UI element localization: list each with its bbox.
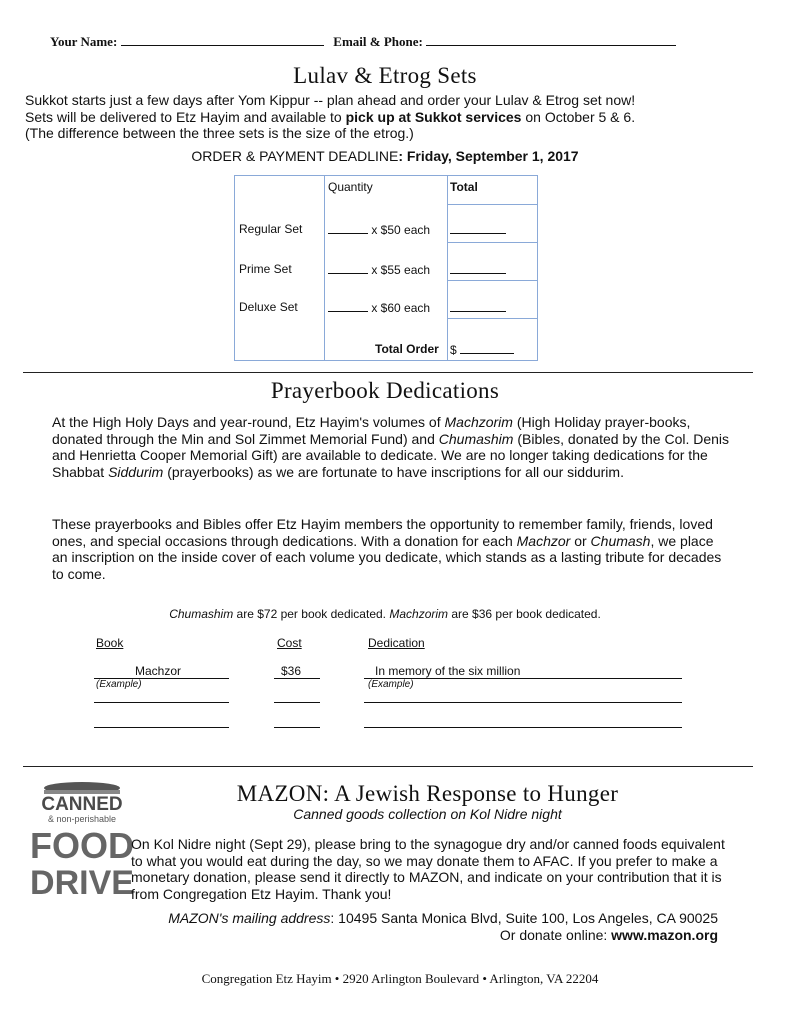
prime-set-label: Prime Set <box>239 262 292 276</box>
mailing-label: MAZON's mailing address <box>168 910 331 926</box>
mazon-title: MAZON: A Jewish Response to Hunger <box>236 781 619 806</box>
can-text-drive: DRIVE <box>30 864 134 902</box>
prayerbook-paragraph-1: At the High Holy Days and year-round, Etz Hayim's volumes of Machzorim (High Holiday prayer-books, donated through the Min and Sol Zimmet Memorial Fund) and Chumashim (Bibles, donated by the Col. Denis and Henrietta Cooper Memorial Gift) are available to dedicate. We are no longer taking dedications for the Shabbat Siddurim (prayerbooks) as we are fortunate to have inscriptions for all our siddurim. <box>52 414 730 480</box>
deadline-date: : Friday, September 1, 2017 <box>398 148 579 164</box>
canned-food-drive-logo <box>30 780 134 905</box>
prime-total-field[interactable] <box>450 262 506 274</box>
name-label: Your Name: <box>50 34 118 49</box>
example-cost: $36 <box>281 664 302 678</box>
example-label-dedication: (Example) <box>368 679 414 690</box>
prime-quantity: x $55 each <box>328 262 430 277</box>
quantity-header: Quantity <box>328 180 373 194</box>
book-column-header: Book <box>96 636 124 650</box>
dedication-price-note: Chumashim are $72 per book dedicated. Machzorim are $36 per book dedicated. <box>169 607 601 621</box>
book-field[interactable] <box>94 702 229 703</box>
mazon-mailing-address: MAZON's mailing address: 10495 Santa Monica Blvd, Suite 100, Los Angeles, CA 90025 <box>168 910 718 926</box>
deluxe-total-field[interactable] <box>450 300 506 312</box>
deluxe-quantity: x $60 each <box>328 300 430 315</box>
email-phone-field[interactable] <box>426 35 676 46</box>
example-label-book: (Example) <box>96 679 142 690</box>
lulav-intro <box>25 92 745 142</box>
total-order: $ <box>450 342 514 357</box>
regular-quantity-field[interactable] <box>328 222 368 234</box>
email-phone-label: Email & Phone: <box>333 34 423 49</box>
regular-quantity: x $50 each <box>328 222 430 237</box>
total-order-label: Total Order <box>375 342 439 356</box>
mazon-online: Or donate online: www.mazon.org <box>499 927 718 943</box>
mazon-link[interactable]: www.mazon.org <box>611 927 718 943</box>
mazon-subtitle: Canned goods collection on Kol Nidre night <box>293 806 562 822</box>
deluxe-set-label: Deluxe Set <box>239 300 298 314</box>
total-order-field[interactable] <box>460 342 514 354</box>
can-text-nonperishable: & non-perishable <box>47 814 117 824</box>
lulav-line-2: Sets will be delivered to Etz Hayim and available to pick up at Sukkot services on October 5 & 6. <box>25 108 636 125</box>
dedication-field[interactable] <box>364 727 682 728</box>
section-divider <box>23 372 753 373</box>
deadline <box>0 148 770 164</box>
order-table <box>234 175 538 361</box>
pickup-emphasis: pick up at Sukkot services <box>345 108 522 125</box>
lulav-title: Lulav & Etrog Sets <box>293 63 477 88</box>
prayerbook-title: Prayerbook Dedications <box>270 378 500 403</box>
example-dedication: In memory of the six million <box>375 664 521 678</box>
lulav-line-3: (The difference between the three sets is the size of the etrog.) <box>25 125 414 141</box>
regular-total <box>450 222 506 237</box>
prayerbook-paragraph-2: These prayerbooks and Bibles offer Etz Hayim members the opportunity to remember family, friends, loved ones, and special occasions through dedications. With a donation for each Machzor or Chumash, we place an inscription on the inside cover of each volume you dedicate, which stands as a lasting tribute for decades to come. <box>52 516 722 582</box>
book-field[interactable] <box>94 727 229 728</box>
deluxe-quantity-field[interactable] <box>328 300 368 312</box>
regular-set-label: Regular Set <box>239 222 303 236</box>
lulav-line-1: Sukkot starts just a few days after Yom Kippur -- plan ahead and order your Lulav & Etrog set now! <box>25 92 636 108</box>
section-divider <box>23 766 753 767</box>
deadline-label: ORDER & PAYMENT DEADLINE <box>191 148 399 164</box>
dedication-field[interactable] <box>364 702 682 703</box>
prime-quantity-field[interactable] <box>328 262 368 274</box>
can-text-food: FOOD <box>30 825 134 866</box>
example-book: Machzor <box>135 664 182 678</box>
name-field[interactable] <box>121 35 324 46</box>
example-cost-line <box>274 678 320 679</box>
dedication-column-header: Dedication <box>368 636 425 650</box>
cost-column-header: Cost <box>277 636 302 650</box>
footer-address: Congregation Etz Hayim • 2920 Arlington Boulevard • Arlington, VA 22204 <box>201 971 599 986</box>
cost-field[interactable] <box>274 702 320 703</box>
cost-field[interactable] <box>274 727 320 728</box>
prime-total <box>450 262 506 277</box>
regular-total-field[interactable] <box>450 222 506 234</box>
deluxe-total <box>450 300 506 315</box>
can-text-canned: CANNED <box>41 794 123 815</box>
total-header: Total <box>450 180 478 194</box>
name-email-line <box>50 34 676 50</box>
mazon-body: On Kol Nidre night (Sept 29), please bring to the synagogue dry and/or canned foods equivalent to what you would eat during the day, so we may donate them to AFAC. If you prefer to make a monetary donation, please send it directly to MAZON, and indicate on your contribution that it is from Congregation Etz Hayim. Thank you! <box>131 836 725 902</box>
